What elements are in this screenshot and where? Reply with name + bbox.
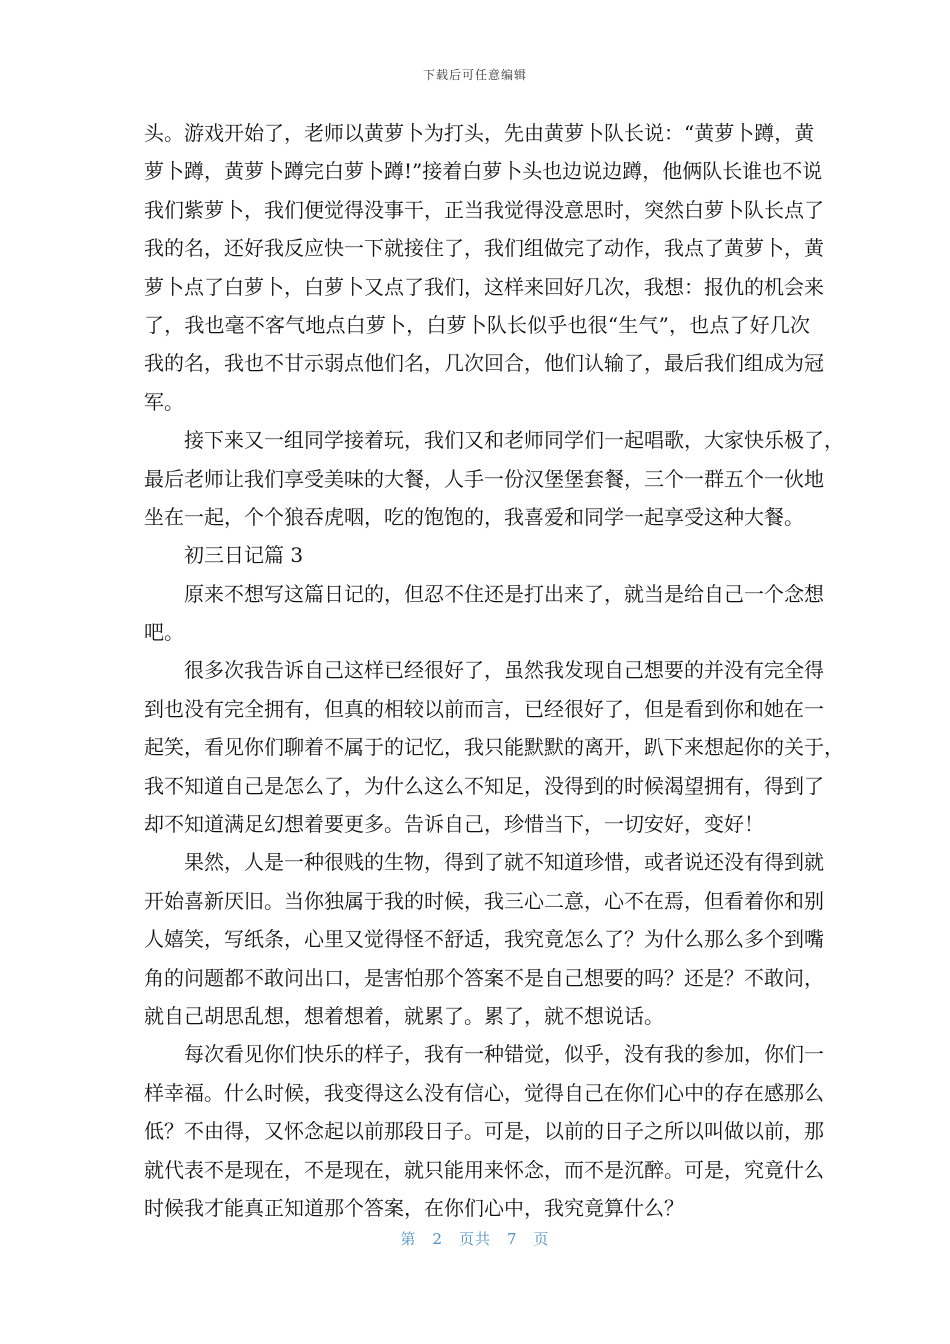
text-line: 了，我也毫不客气地点白萝卜，白萝卜队长似乎也很“生气”，也点了好几次 xyxy=(144,312,810,337)
text-line: 萝卜点了白萝卜，白萝卜又点了我们，这样来回好几次，我想：报仇的机会来 xyxy=(144,274,824,299)
paragraph-start-line: 果然，人是一种很贱的生物，得到了就不知道珍惜，或者说还没有得到就 xyxy=(184,850,824,875)
footer-label-end: 页 xyxy=(533,1230,550,1248)
text-line: 我不知道自己是怎么了，为什么这么不知足，没得到的时候渴望拥有，得到了 xyxy=(144,773,824,798)
text-line: 我的名，还好我反应快一下就接住了，我们组做完了动作，我点了黄萝卜，黄 xyxy=(144,236,824,261)
paragraph-start-line: 接下来又一组同学接着玩，我们又和老师同学们一起唱歌，大家快乐极了， xyxy=(184,428,844,453)
text-line: 最后老师让我们享受美味的大餐，人手一份汉堡堡套餐，三个一群五个一伙地 xyxy=(144,466,824,491)
text-line: 就自己胡思乱想，想着想着，就累了。累了，就不想说话。 xyxy=(144,1003,664,1028)
text-line: 萝卜蹲，黄萝卜蹲完白萝卜蹲!”接着白萝卜头也边说边蹲，他俩队长谁也不说 xyxy=(144,159,823,184)
text-line: 我的名，我也不甘示弱点他们名，几次回合，他们认输了，最后我们组成为冠 xyxy=(144,351,824,376)
text-line: 人嬉笑，写纸条，心里又觉得怪不舒适，我究竟怎么了？为什么那么多个到嘴 xyxy=(144,927,824,952)
section-heading: 初三日记篇 3 xyxy=(184,543,304,568)
footer-label-page: 第 xyxy=(400,1230,417,1248)
text-line: 角的问题都不敢问出口，是害怕那个答案不是自己想要的吗？还是？不敢问， xyxy=(144,965,824,990)
footer-current-page: 2 xyxy=(432,1230,443,1248)
page-header: 下载后可任意编辑 xyxy=(422,68,527,82)
text-line: 吧。 xyxy=(144,620,184,645)
document-body xyxy=(144,114,844,1227)
text-line: 坐在一起，个个狼吞虎咽，吃的饱饱的，我喜爱和同学一起享受这种大餐。 xyxy=(144,504,804,529)
text-line: 样幸福。什么时候，我变得这么没有信心，觉得自己在你们心中的存在感那么 xyxy=(144,1080,824,1105)
text-line: 军。 xyxy=(144,389,184,414)
text-line: 就代表不是现在，不是现在，就只能用来怀念，而不是沉醉。可是，究竟什么 xyxy=(144,1157,824,1182)
text-line: 低？不由得，又怀念起以前那段日子。可是，以前的日子之所以叫做以前，那 xyxy=(144,1119,824,1144)
text-line: 头。游戏开始了，老师以黄萝卜为打头，先由黄萝卜队长说：“黄萝卜蹲，黄 xyxy=(144,121,815,145)
page-footer xyxy=(0,1228,950,1249)
footer-total-pages: 7 xyxy=(507,1230,518,1248)
paragraph-start-line: 每次看见你们快乐的样子，我有一种错觉，似乎，没有我的参加，你们一 xyxy=(184,1042,824,1067)
text-line: 起笑，看见你们聊着不属于的记忆，我只能默默的离开，趴下来想起你的关于， xyxy=(144,735,844,760)
footer-label-of: 页共 xyxy=(458,1230,491,1248)
text-line: 到也没有完全拥有，但真的相较以前而言，已经很好了，但是看到你和她在一 xyxy=(144,696,824,721)
text-line: 我们紫萝卜，我们便觉得没事干，正当我觉得没意思时，突然白萝卜队长点了 xyxy=(144,197,824,222)
text-line: 却不知道满足幻想着要更多。告诉自己，珍惜当下，一切安好，变好！ xyxy=(144,812,764,837)
text-line: 开始喜新厌旧。当你独属于我的时候，我三心二意，心不在焉，但看着你和别 xyxy=(144,888,824,913)
paragraph-start-line: 很多次我告诉自己这样已经很好了，虽然我发现自己想要的并没有完全得 xyxy=(184,658,824,683)
paragraph-start-line: 原来不想写这篇日记的，但忍不住还是打出来了，就当是给自己一个念想 xyxy=(184,581,824,606)
text-line: 时候我才能真正知道那个答案，在你们心中，我究竟算什么？ xyxy=(144,1195,684,1220)
